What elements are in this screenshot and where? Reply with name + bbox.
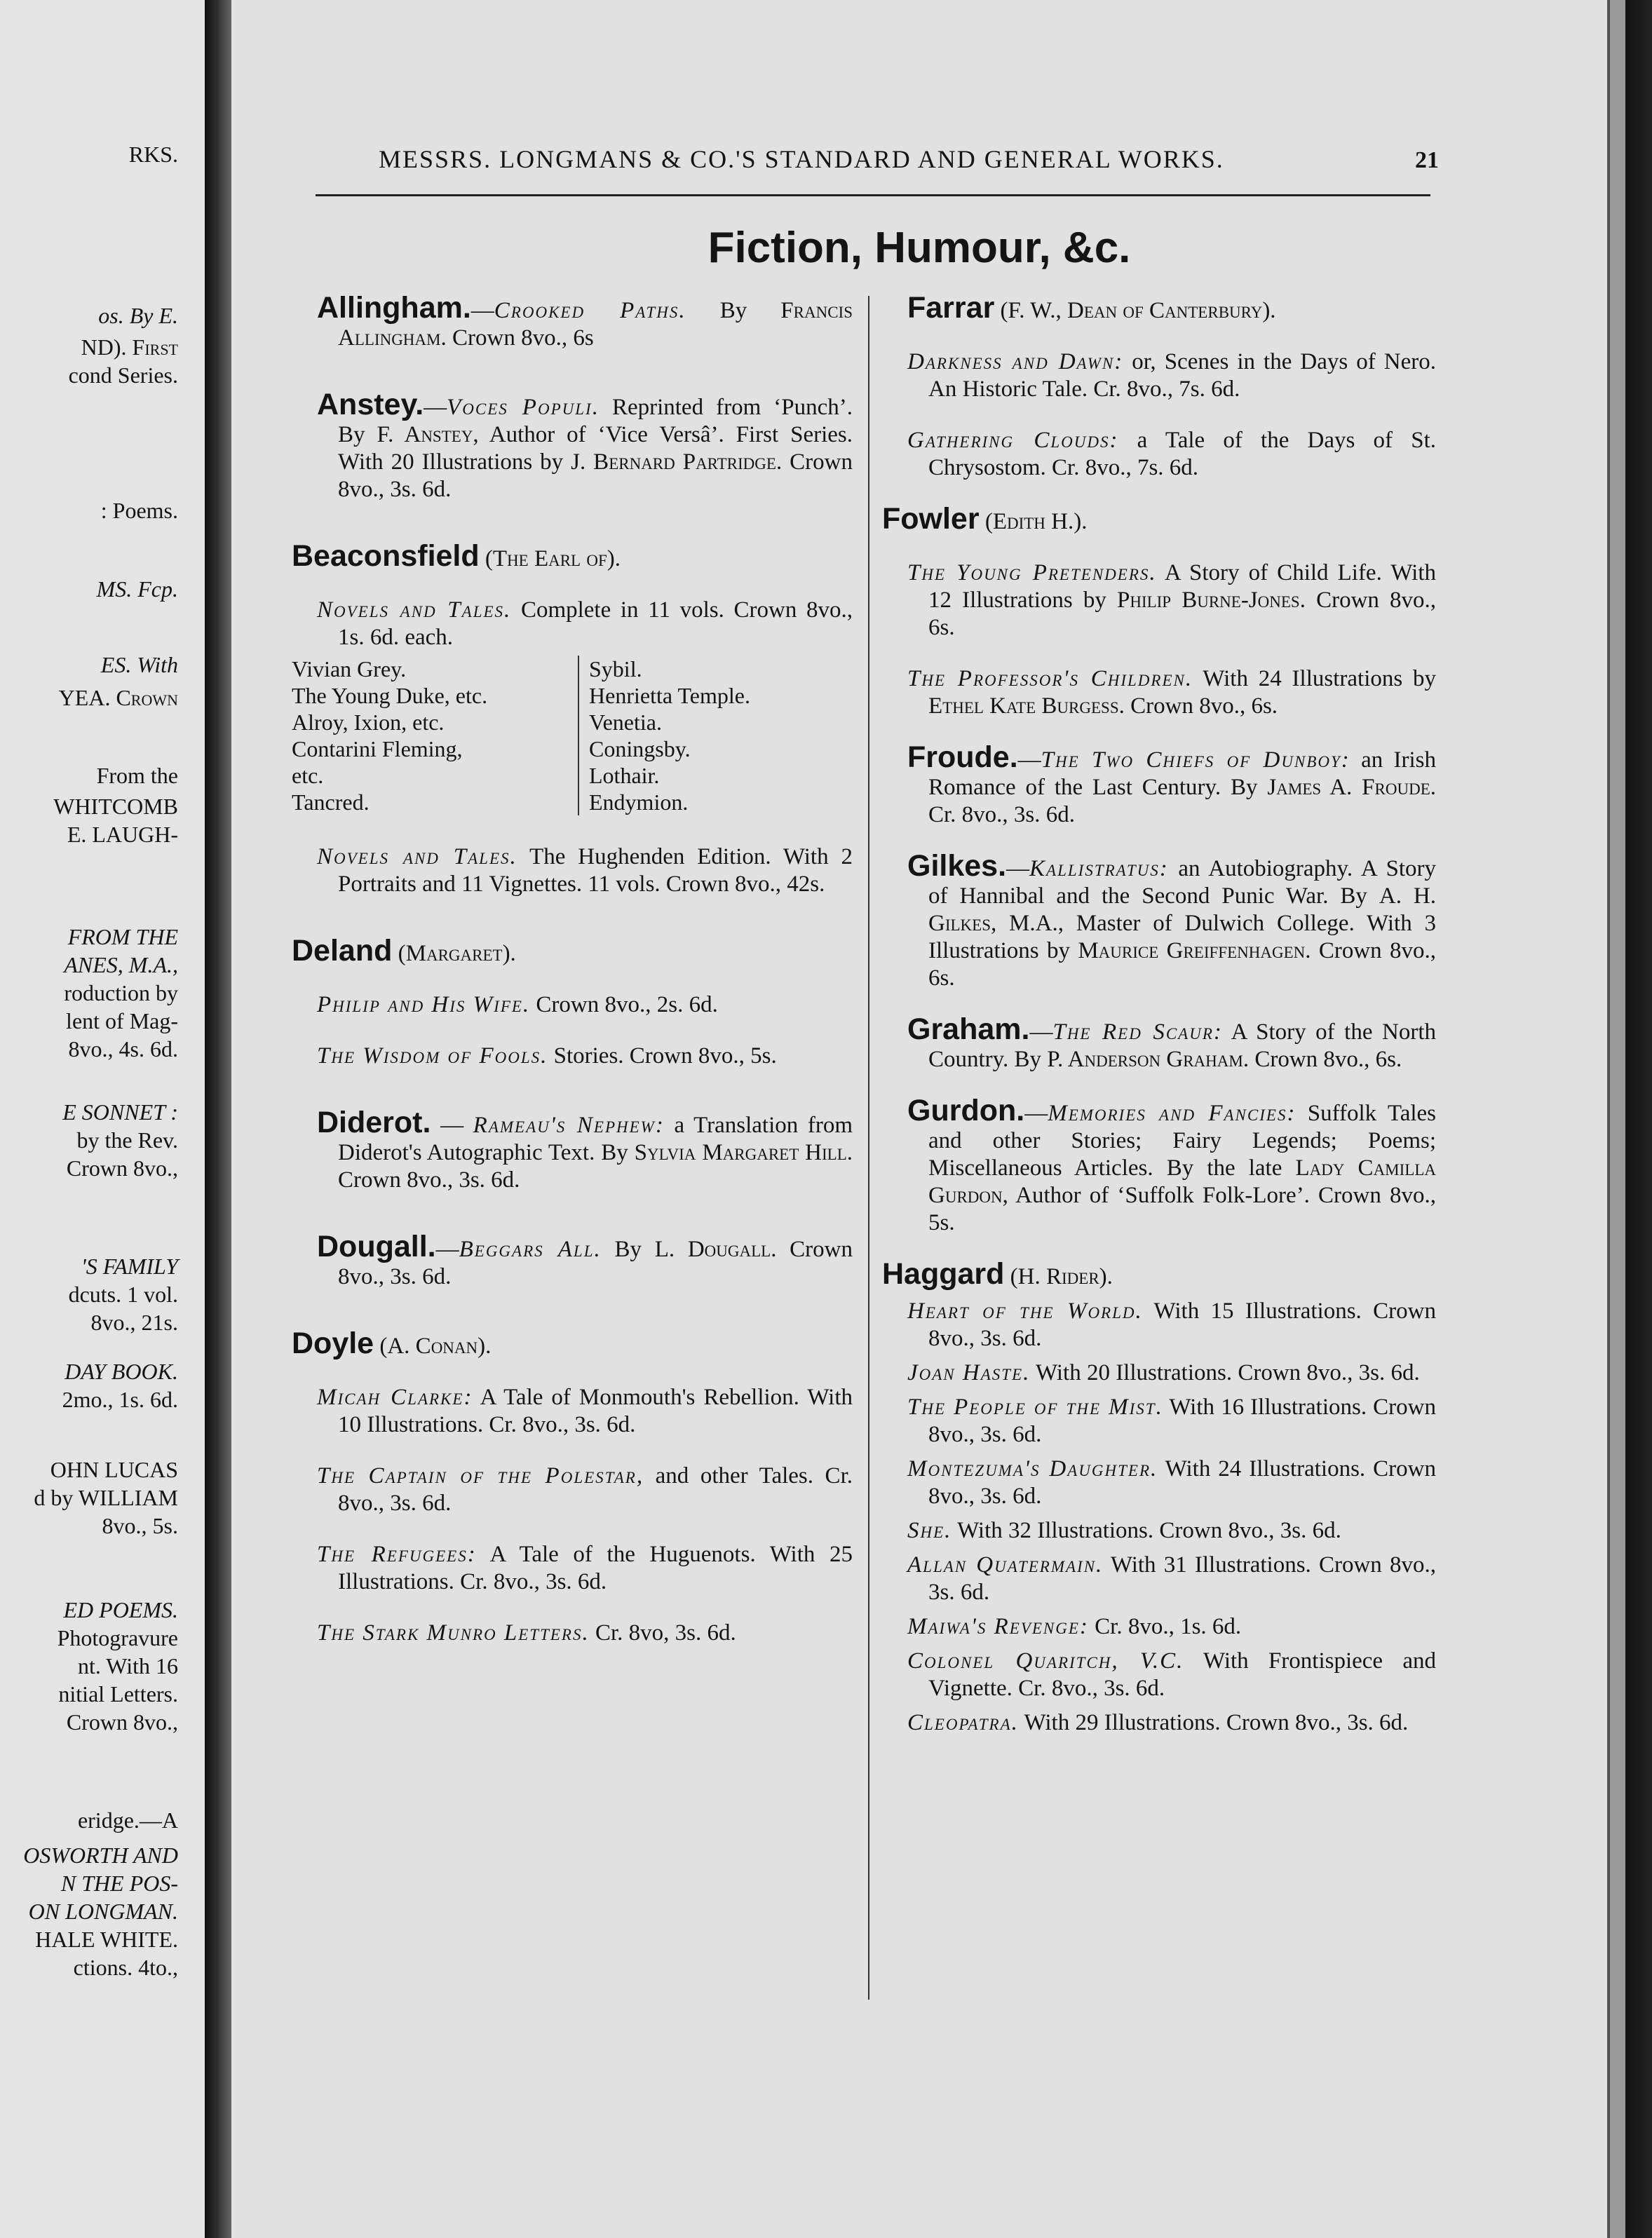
author-qualifier: (A. Conan). <box>374 1334 492 1359</box>
volume-title: Contarini Fleming, <box>292 736 463 761</box>
dash: — <box>1029 1019 1053 1045</box>
author-credit: F. Anstey, <box>377 422 479 447</box>
dash: — <box>1006 856 1030 881</box>
haggard-book <box>882 1648 1436 1702</box>
facing-page-line: roduction by <box>64 980 178 1005</box>
text: Crown 8vo., 6s. <box>928 938 1436 991</box>
author-name: Fowler <box>882 502 980 536</box>
facing-page-line: OHN LUCAS <box>50 1457 178 1482</box>
facing-page-line: ANES, M.A., <box>64 952 178 977</box>
book-title: Novels and Tales. <box>317 597 512 623</box>
facing-page-line: YEA. Crown <box>58 685 178 710</box>
text: a Translation from Diderot's Autographic Text. By <box>338 1113 853 1165</box>
text: Crown 8vo., 3s. 6d. <box>338 1237 853 1289</box>
facing-page-line: nt. With 16 <box>77 1653 178 1678</box>
illustrator-credit: J. Bernard Partridge. <box>571 449 783 475</box>
entry-beaconsfield <box>292 539 853 573</box>
text: With 31 Illustrations. Crown 8vo., 3s. 6d. <box>928 1552 1436 1605</box>
book-title: Colonel Quaritch, V.C. <box>907 1648 1184 1674</box>
book-title: Beggars All. <box>459 1237 602 1262</box>
book-title: The People of the Mist. <box>907 1395 1163 1420</box>
facing-page-line: ON LONGMAN. <box>28 1899 178 1924</box>
facing-page-line: OSWORTH AND <box>23 1843 178 1868</box>
text: With 16 Illustrations. Crown 8vo., 3s. 6d. <box>928 1395 1436 1447</box>
dash: — <box>1024 1101 1048 1126</box>
haggard-book <box>882 1517 1436 1545</box>
catalogue-page <box>231 0 1607 2238</box>
entry-gurdon <box>882 1094 1437 1237</box>
facing-page-line: eridge.—A <box>77 1808 178 1833</box>
book-wisdom-of-fools <box>292 1043 853 1070</box>
book-title: Maiwa's Revenge: <box>907 1614 1089 1639</box>
facing-page-line: d by WILLIAM <box>34 1485 178 1510</box>
text: Cr. 8vo., 1s. 6d. <box>1088 1614 1242 1639</box>
author-credit: James A. Froude. <box>1267 775 1436 800</box>
facing-page-line: nitial Letters. <box>58 1681 178 1707</box>
entry-graham <box>882 1012 1436 1073</box>
entry-diderot <box>292 1106 853 1194</box>
book-stark-munro-letters <box>292 1620 853 1647</box>
entry-farrar <box>882 291 1436 325</box>
text: With 24 Illustrations. Crown 8vo., 3s. 6d. <box>928 1456 1436 1509</box>
facing-page-line: lent of Mag- <box>66 1008 178 1033</box>
text: Master of Dulwich College. With 3 Illustrations by <box>928 911 1436 963</box>
entry-allingham <box>292 291 853 352</box>
book-the-refugees <box>292 1541 853 1596</box>
facing-page-line: 8vo., 5s. <box>102 1513 178 1538</box>
author-name: Deland <box>292 934 393 968</box>
book-title: Darkness and Dawn: <box>907 349 1124 374</box>
text: Cr. 8vo, 3s. 6d. <box>589 1620 736 1646</box>
facing-page-line: cond Series. <box>68 362 178 388</box>
book-title: Allan Quatermain. <box>907 1552 1104 1578</box>
volume-list-left <box>292 656 578 815</box>
text: an Irish Romance of the Last Century. By <box>928 747 1436 800</box>
author-name: Allingham. <box>317 291 471 325</box>
book-philip-and-his-wife <box>292 991 853 1019</box>
book-title: Voces Populi. <box>447 395 600 420</box>
text: The Hughenden Edition. With 2 Portraits and 11 Vignettes. 11 vols. Crown 8vo., 42s. <box>338 844 853 897</box>
text: Crown 8vo., 3s. 6d. <box>338 1167 520 1193</box>
text: Crown 8vo., 6s. <box>928 588 1437 640</box>
book-title: The Captain of the Polestar, <box>317 1463 644 1488</box>
text: With 32 Illustrations. Crown 8vo., 3s. 6d. <box>952 1518 1341 1543</box>
author-name: Beaconsfield <box>292 539 480 573</box>
text: Crown 8vo., 6s <box>446 325 594 351</box>
author-name: Gilkes. <box>907 849 1007 883</box>
illustrator-credit: Maurice Greiffenhagen. <box>1078 938 1311 963</box>
book-title: The Professor's Children. <box>907 666 1193 691</box>
right-column <box>882 291 1437 1737</box>
book-gathering-clouds <box>882 427 1436 482</box>
author-name: Farrar <box>907 291 995 325</box>
haggard-book <box>882 1613 1436 1641</box>
book-title: Crooked Paths. <box>494 298 686 323</box>
facing-page-line: 8vo., 21s. <box>90 1310 178 1335</box>
book-title: The Stark Munro Letters. <box>317 1620 590 1646</box>
book-title: The Refugees: <box>317 1542 477 1567</box>
text: With Frontispiece and Vignette. Cr. 8vo., 3s. 6d. <box>928 1648 1436 1701</box>
facing-page-line: os. By E. <box>98 303 178 328</box>
facing-page-line: dcuts. 1 vol. <box>68 1282 178 1307</box>
book-title: The Young Pretenders. <box>907 560 1157 585</box>
volume-title: Alroy, Ixion, etc. <box>292 710 445 735</box>
volume-title: Coningsby. <box>589 736 691 761</box>
book-captain-of-the-polestar <box>292 1463 853 1517</box>
volume-title: etc. <box>292 763 324 788</box>
column-divider <box>868 296 869 2000</box>
haggard-book <box>882 1298 1436 1352</box>
text: Cr. 8vo., 3s. 6d. <box>928 802 1076 827</box>
author-credit: A. H. Gilkes, M.A., <box>928 883 1436 936</box>
facing-page-line: 8vo., 4s. 6d. <box>68 1036 178 1062</box>
book-title: Montezuma's Daughter. <box>907 1456 1158 1481</box>
text: Stories. Crown 8vo., 5s. <box>548 1043 777 1069</box>
running-head: MESSRS. LONGMANS & CO.'S STANDARD AND GENERAL WORKS. <box>379 145 1224 173</box>
text: and other Tales. Cr. 8vo., 3s. 6d. <box>338 1463 853 1516</box>
book-hughenden-edition <box>292 843 853 898</box>
facing-page-line: E SONNET : <box>62 1099 178 1125</box>
facing-page-line: DAY BOOK. <box>65 1359 178 1384</box>
translator-credit: Sylvia Margaret Hill. <box>634 1140 853 1165</box>
text: Suffolk Tales and other Stories; Fairy Legends; Poems; Miscellaneous Articles. By the late <box>928 1101 1437 1181</box>
book-darkness-and-dawn <box>882 348 1436 403</box>
haggard-book <box>882 1456 1436 1510</box>
author-credit: P. Anderson Graham. <box>1047 1047 1250 1072</box>
book-title: The Wisdom of Fools. <box>317 1043 548 1069</box>
book-micah-clarke <box>292 1384 853 1439</box>
dash: — <box>424 395 447 420</box>
volume-title: Lothair. <box>589 763 660 788</box>
haggard-book-list <box>882 1291 1436 1737</box>
text: Crown 8vo., 2s. 6d. <box>530 992 718 1017</box>
illustrator-credit: Ethel Kate Burgess. <box>928 693 1125 719</box>
text: With 24 Illustrations by <box>1193 666 1437 691</box>
author-name: Graham. <box>907 1012 1030 1046</box>
author-qualifier: (H. Rider). <box>1004 1264 1113 1289</box>
volume-title: Tancred. <box>292 789 370 815</box>
text: A Story of the North Country. By <box>928 1019 1436 1072</box>
facing-page-line: ND). First <box>81 334 178 360</box>
author-name: Anstey. <box>317 388 424 421</box>
book-title: Micah Clarke: <box>317 1385 473 1410</box>
header-rule <box>316 194 1430 196</box>
volume-list <box>292 656 853 815</box>
facing-page-line: HALE WHITE. <box>35 1927 178 1952</box>
text: Crown 8vo., 6s. <box>1124 693 1278 719</box>
text: a Tale of the Days of St. Chrysostom. Cr. 8vo., 7s. 6d. <box>928 428 1436 480</box>
haggard-book <box>882 1552 1436 1606</box>
author-qualifier: (F. W., Dean of Canterbury). <box>994 298 1276 323</box>
entry-fowler <box>882 502 1436 536</box>
dash: — <box>431 1113 473 1138</box>
author-name: Dougall. <box>317 1230 436 1263</box>
book-title: Memories and Fancies: <box>1048 1101 1296 1126</box>
entry-doyle <box>292 1327 853 1360</box>
book-title: Rameau's Nephew: <box>473 1113 665 1138</box>
entry-dougall <box>292 1230 853 1291</box>
author-credit: L. Dougall. <box>654 1237 777 1262</box>
book-title: She. <box>907 1518 952 1543</box>
text: By <box>601 1237 655 1262</box>
text: By <box>686 298 747 323</box>
illustrator-credit: Philip Burne-Jones. <box>1116 588 1306 613</box>
book-title: The Red Scaur: <box>1052 1019 1223 1045</box>
facing-page-line: RKS. <box>128 142 178 167</box>
volume-title: Vivian Grey. <box>292 656 407 681</box>
dash: — <box>1017 747 1041 773</box>
facing-page-line: by the Rev. <box>76 1127 178 1153</box>
author-name: Diderot. <box>317 1106 431 1139</box>
entry-froude <box>882 740 1436 829</box>
text: Complete in 11 vols. Crown 8vo., 1s. 6d. each. <box>338 597 853 650</box>
page-number: 21 <box>1415 147 1439 173</box>
facing-page-line: From the <box>96 763 178 788</box>
dash: — <box>435 1237 459 1262</box>
volume-title: The Young Duke, etc. <box>292 683 488 708</box>
haggard-book <box>882 1394 1436 1449</box>
author-qualifier: (The Earl of). <box>479 546 621 571</box>
facing-page-line: N THE POS- <box>60 1871 178 1896</box>
section-title: Fiction, Humour, &c. <box>707 224 1131 272</box>
book-title: Gathering Clouds: <box>907 428 1119 453</box>
author-qualifier: (Edith H.). <box>979 509 1088 534</box>
text: With 20 Illustrations. Crown 8vo., 3s. 6d. <box>1030 1360 1420 1385</box>
author-name: Doyle <box>292 1327 374 1360</box>
author-credit: Lady Camilla Gurdon, <box>928 1155 1436 1208</box>
facing-page-line: Crown 8vo., <box>66 1709 178 1735</box>
text: Crown 8vo., 3s. 6d. <box>338 449 853 502</box>
author-name: Gurdon. <box>907 1094 1025 1127</box>
facing-page <box>0 0 205 2238</box>
page-edge-strip <box>1610 0 1625 2238</box>
dash: — <box>470 298 494 323</box>
book-professors-children <box>882 665 1436 720</box>
haggard-book <box>882 1359 1436 1387</box>
book-title: The Two Chiefs of Dunboy: <box>1041 747 1350 773</box>
facing-page-line: 2mo., 1s. 6d. <box>62 1387 178 1412</box>
text: Crown 8vo., 6s. <box>1249 1047 1402 1072</box>
text: A Tale of Monmouth's Rebellion. With 10 Illustrations. Cr. 8vo., 3s. 6d. <box>338 1385 853 1437</box>
volume-list-right <box>578 656 750 815</box>
left-column <box>292 291 853 1647</box>
entry-deland <box>292 934 853 968</box>
text: an Autobiography. A Story of Hannibal and the Second Punic War. By <box>928 856 1436 909</box>
text: or, Scenes in the Days of Nero. An Historic Tale. Cr. 8vo., 7s. 6d. <box>928 349 1436 402</box>
entry-anstey <box>292 388 853 503</box>
facing-page-line: FROM THE <box>67 924 178 949</box>
author-name: Froude. <box>907 740 1018 774</box>
facing-page-line: 'S FAMILY <box>81 1254 178 1279</box>
facing-page-line: Crown 8vo., <box>66 1155 178 1181</box>
facing-page-line: MS. Fcp. <box>96 576 178 602</box>
volume-title: Endymion. <box>589 789 689 815</box>
facing-page-line: ES. With <box>100 652 178 677</box>
book-title: Heart of the World. <box>907 1298 1143 1324</box>
facing-page-line: : Poems. <box>100 498 178 523</box>
text: A Story of Child Life. With 12 Illustrations by <box>928 560 1436 613</box>
text: With 29 Illustrations. Crown 8vo., 3s. 6d. <box>1018 1710 1409 1735</box>
entry-gilkes <box>882 849 1436 992</box>
text: Reprinted from ‘Punch’. By <box>338 395 853 447</box>
book-title: Joan Haste. <box>907 1360 1031 1385</box>
book-young-pretenders <box>882 560 1436 642</box>
book-novels-and-tales <box>292 597 853 651</box>
text: Author of ‘Suffolk Folk-Lore’. Crown 8vo., 5s. <box>928 1183 1436 1235</box>
text: Author of ‘Vice Versâ’. First Series. With 20 Illustrations by <box>338 422 853 475</box>
book-gutter <box>205 0 233 2238</box>
haggard-book <box>882 1709 1436 1737</box>
book-title: Cleopatra. <box>907 1710 1019 1735</box>
book-title: Novels and Tales. <box>317 844 517 869</box>
volume-title: Venetia. <box>589 710 662 735</box>
author-qualifier: (Margaret). <box>392 941 516 966</box>
book-title: Kallistratus: <box>1029 856 1169 881</box>
entry-haggard <box>882 1257 1436 1291</box>
book-title: Philip and His Wife. <box>317 992 531 1017</box>
volume-title: Sybil. <box>589 656 642 681</box>
volume-title: Henrietta Temple. <box>589 683 750 708</box>
facing-page-line: ED POEMS. <box>63 1597 178 1622</box>
facing-page-line: ctions. 4to., <box>73 1955 178 1980</box>
text: With 15 Illustrations. Crown 8vo., 3s. 6d. <box>928 1298 1436 1351</box>
text: A Tale of the Huguenots. With 25 Illustrations. Cr. 8vo., 3s. 6d. <box>338 1542 853 1594</box>
author-name: Haggard <box>882 1257 1005 1291</box>
author-credit: Francis Allingham. <box>338 298 853 351</box>
facing-page-line: WHITCOMB <box>53 794 178 819</box>
facing-page-line: Photogravure <box>57 1625 178 1650</box>
facing-page-line: E. LAUGH- <box>67 822 178 847</box>
